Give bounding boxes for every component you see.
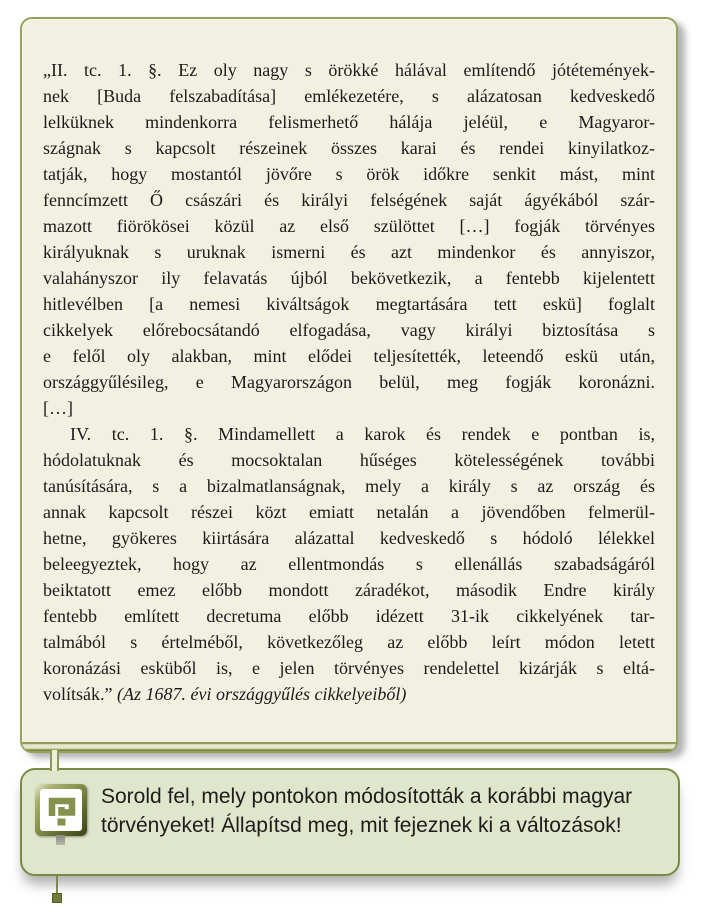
quote-line: IV. tc. 1. §. Mindamellett a karok és rendek e pontban is, [70,424,655,444]
connector-line [56,876,58,894]
icon-pin-tab [56,835,65,845]
quote-text [43,57,655,707]
quote-line: fentebb említett decretuma előbb idézett 31-ik cikkelyének tar- [43,606,655,626]
quote-line: országgyűlésileg, e Magyarországon belül, meg fogják koronázni. [43,372,655,392]
quote-line: hetne, gyökeres kiirtására alázattal kedveskedő s hódoló lélekkel [43,528,655,548]
quote-line: volítsák.” (Az 1687. évi országgyűlés cikkelyeiből) [43,684,407,704]
quote-line: szágnak s kapcsolt részeinek összes karai és rendei kinyilatkoz- [43,138,655,158]
quote-line: tanúsítására, s a bizalmatlanságnak, mely a király s az ország és [43,476,655,496]
connector-end-dot [52,893,62,903]
quote-line: „II. tc. 1. §. Ez oly nagy s örökké hálával említendő jótétemények- [43,60,655,80]
quote-line: fenncímzett Ő császári és királyi felségének saját ágyékából szár- [43,190,655,210]
quote-line: hitlevélben [a nemesi kiváltságok megtartására tett eskü] foglalt [43,294,655,314]
quote-line: beiktatott emez előbb mondott záradékot, második Endre király [43,580,655,600]
connector-tab [50,750,59,771]
quote-line: királyuknak s uruknak ismerni és azt mindenkor és annyiszor, [43,242,655,262]
quote-line: lelküknek mindenkorra felismerhető hálája jeléül, e Magyaror- [43,112,655,132]
quote-line: nek [Buda felszabadítása] emlékezetére, s alázatosan kedveskedő [43,86,655,106]
quote-line: annak kapcsolt részei közt emiatt netalán a jövendőben felmerül- [43,502,655,522]
quote-line: […] [43,398,73,418]
quote-line: mazott fiörökösei közül az első szülöttet […] fogják törvényes [43,216,655,236]
quote-line: tatják, hogy mostantól jövőre s örök időkre senkit mást, mint [43,164,655,184]
quote-line: koronázási esküből is, e jelen törvényes rendelettel kizárják s eltá- [43,658,655,678]
question-mark-icon-inner [40,789,82,831]
quote-line: beleegyeztek, hogy az ellentmondás s ellenállás szabadságáról [43,554,655,574]
quote-line: talmából s értelméből, következőleg az előbb leírt módon letett [43,632,655,652]
question-text: Sorold fel, mely pontokon módosították a korábbi magyar törvényeket! Állapítsd meg, mit fejeznek ki a változások! [101,785,633,837]
quote-line: e felől oly alakban, mint elődei teljesítették, leteendő eskü után, [43,346,655,366]
quote-citation: (Az 1687. évi országgyűlés cikkelyeiből) [117,684,407,704]
source-quote-box [20,17,678,753]
question-mark-icon [35,784,87,836]
question-box [20,768,680,876]
quote-line: valahányszor ily felavatás újból bekövetkezik, a fentebb kijelentett [43,268,655,288]
quote-line: cikkelyek előrebocsátandó elfogadása, vagy királyi biztosítása s [43,320,655,340]
quote-line: hódolatuknak és mocsoktalan hűséges kötelességének további [43,450,655,470]
quote-box-bottom-bevel [22,742,676,751]
